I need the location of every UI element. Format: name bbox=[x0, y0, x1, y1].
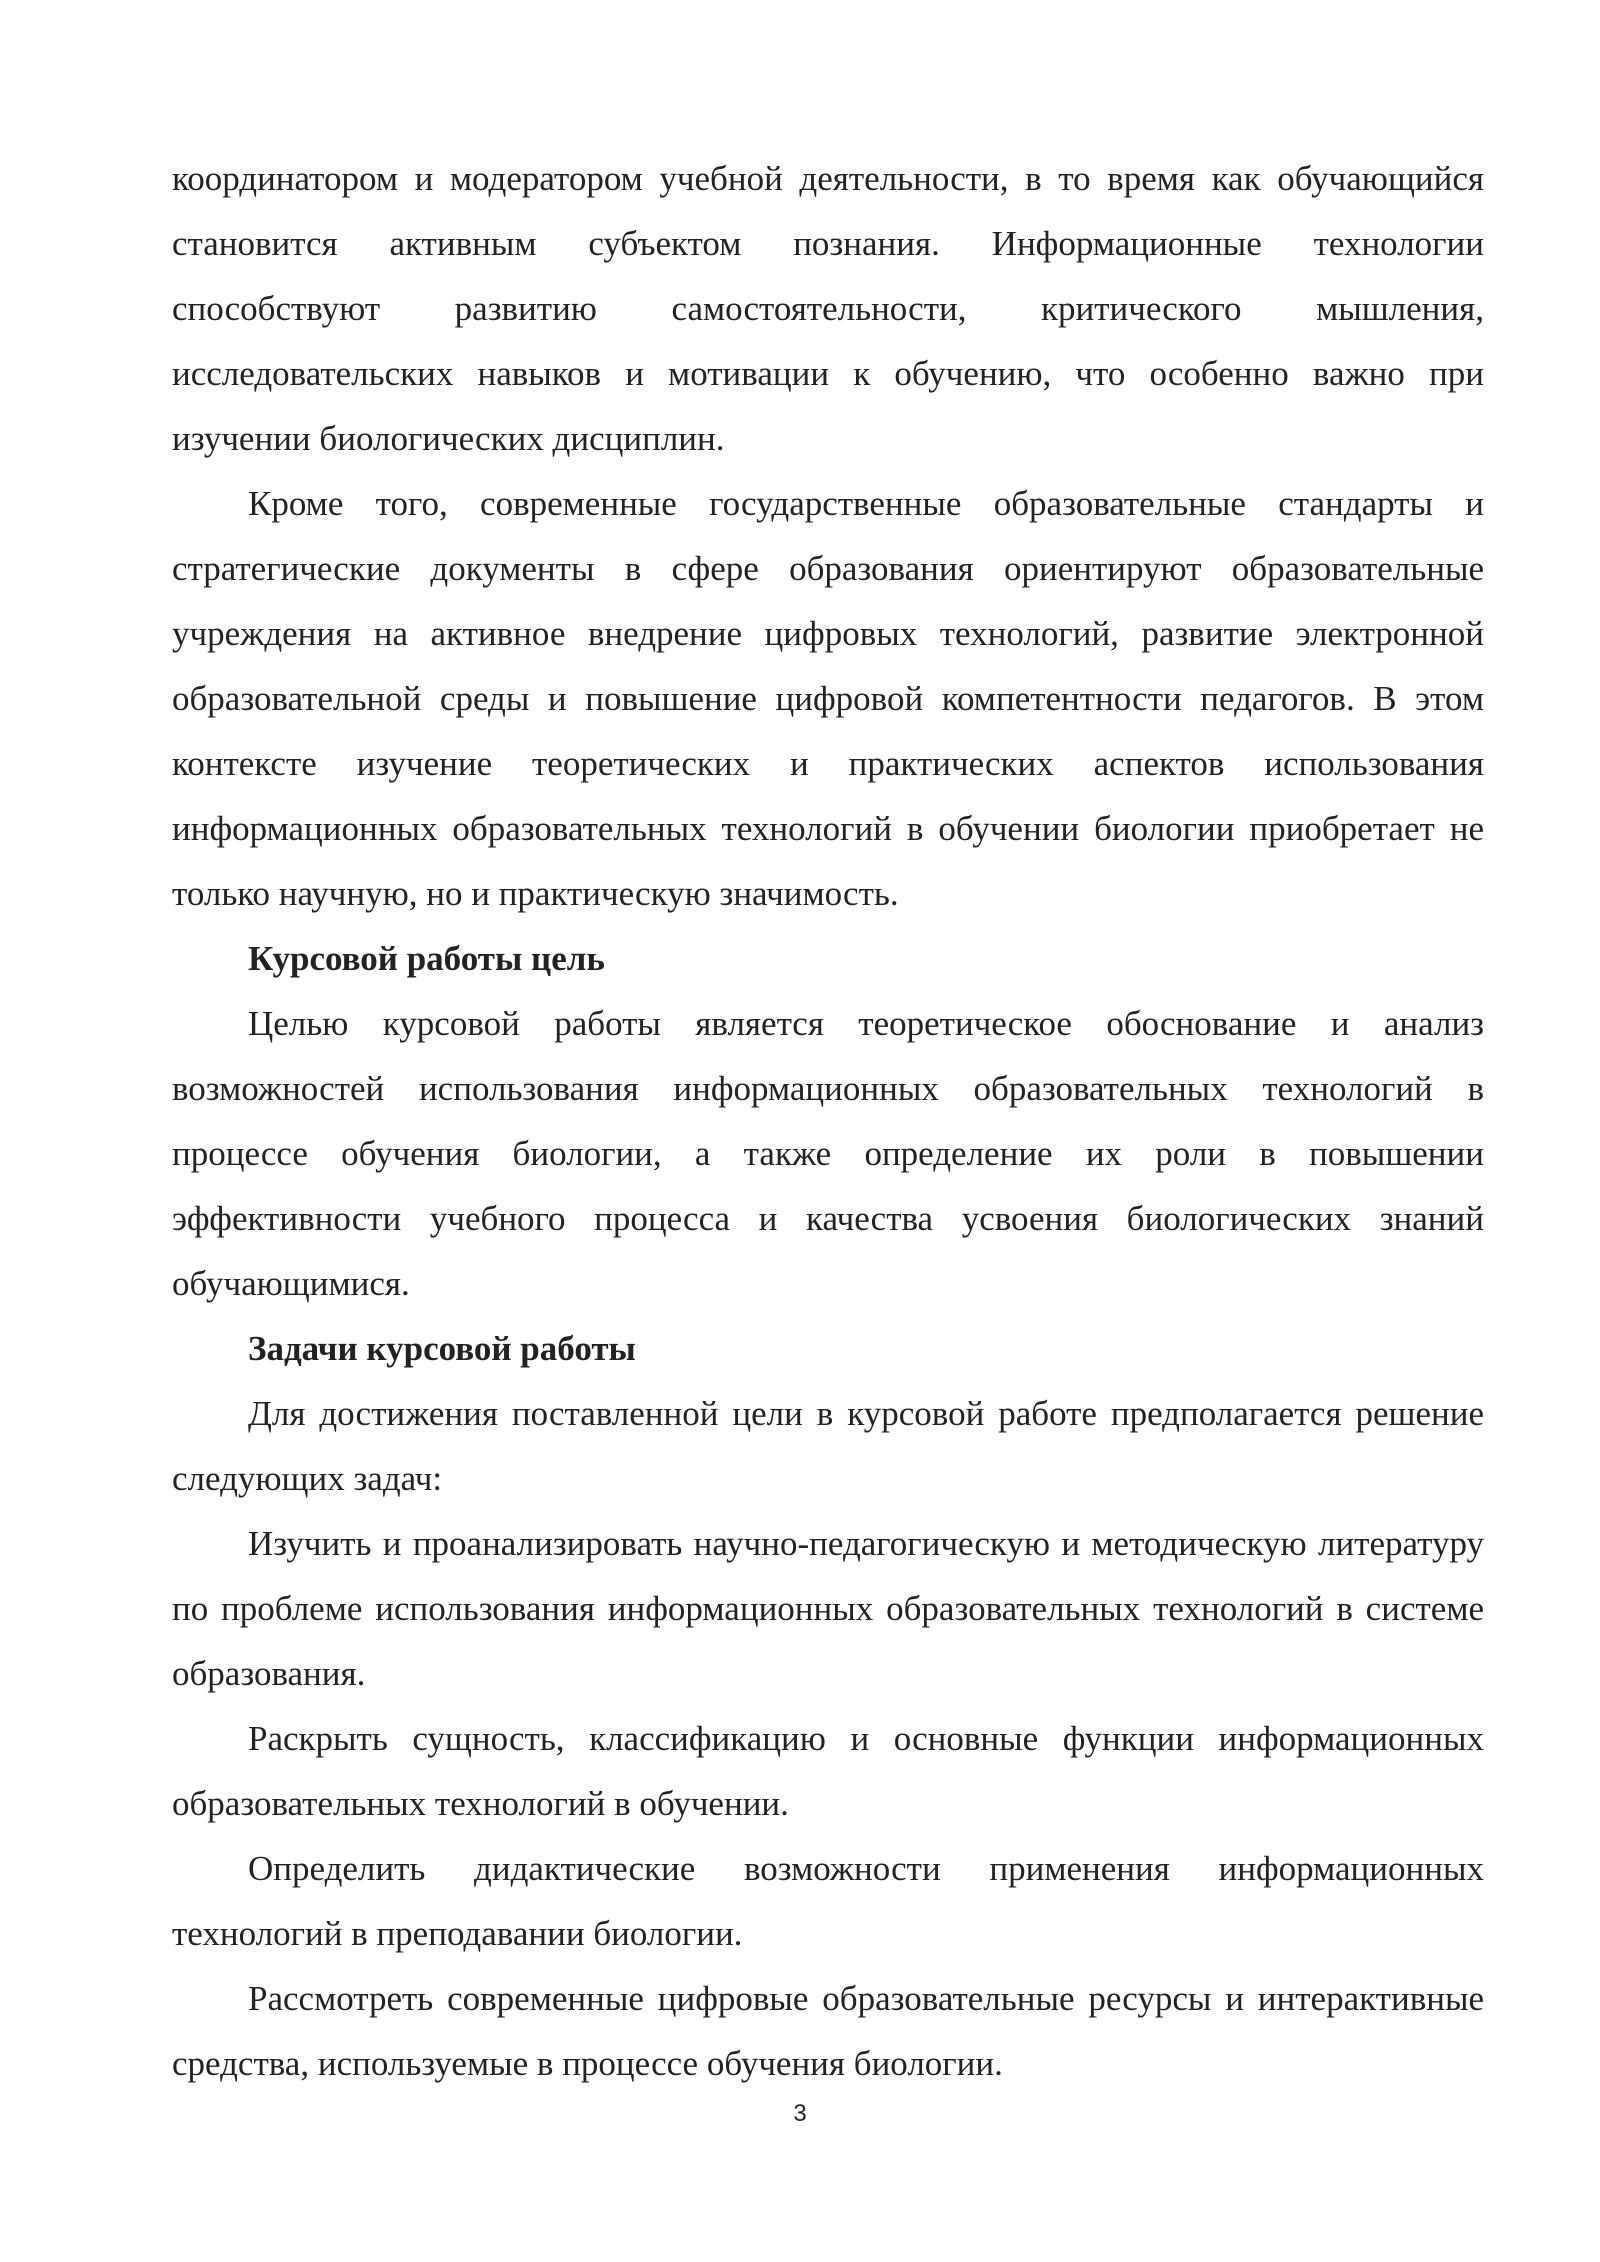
tasks-heading: Задачи курсовой работы bbox=[248, 1329, 636, 1368]
goal-heading: Курсовой работы цель bbox=[248, 939, 605, 978]
page-body bbox=[172, 146, 1484, 2096]
goal-paragraph: Целью курсовой работы является теоретическое обоснование и анализ возможностей использования информационных образовательных технологий в процессе обучения биологии, а также определение их роли в повышении эффективности учебного процесса и качества усвоения биологических знаний обучающимися. bbox=[172, 1004, 1484, 1303]
paragraph-context: Кроме того, современные государственные образовательные стандарты и стратегические документы в сфере образования ориентируют образовательные учреждения на активное внедрение цифровых технологий, развитие электронной образовательной среды и повышение цифровой компетентности педагогов. В этом контексте изучение теоретических и практических аспектов использования информационных образовательных технологий в обучении биологии приобретает не только научную, но и практическую значимость. bbox=[172, 484, 1484, 913]
task-item-3: Определить дидактические возможности применения информационных технологий в преподавании биологии. bbox=[172, 1849, 1484, 1953]
task-item-2: Раскрыть сущность, классификацию и основные функции информационных образовательных технологий в обучении. bbox=[172, 1719, 1484, 1823]
paragraph-continuation: координатором и модератором учебной деятельности, в то время как обучающийся становится активным субъектом познания. Информационные технологии способствуют развитию самостоятельности, критического мышления, исследовательских навыков и мотивации к обучению, что особенно важно при изучении биологических дисциплин. bbox=[172, 159, 1484, 458]
page-number: 3 bbox=[793, 2100, 807, 2127]
tasks-intro: Для достижения поставленной цели в курсовой работе предполагается решение следующих задач: bbox=[172, 1394, 1484, 1498]
task-item-1: Изучить и проанализировать научно-педагогическую и методическую литературу по проблеме использования информационных образовательных технологий в системе образования. bbox=[172, 1524, 1484, 1693]
task-item-4: Рассмотреть современные цифровые образовательные ресурсы и интерактивные средства, используемые в процессе обучения биологии. bbox=[172, 1979, 1484, 2083]
